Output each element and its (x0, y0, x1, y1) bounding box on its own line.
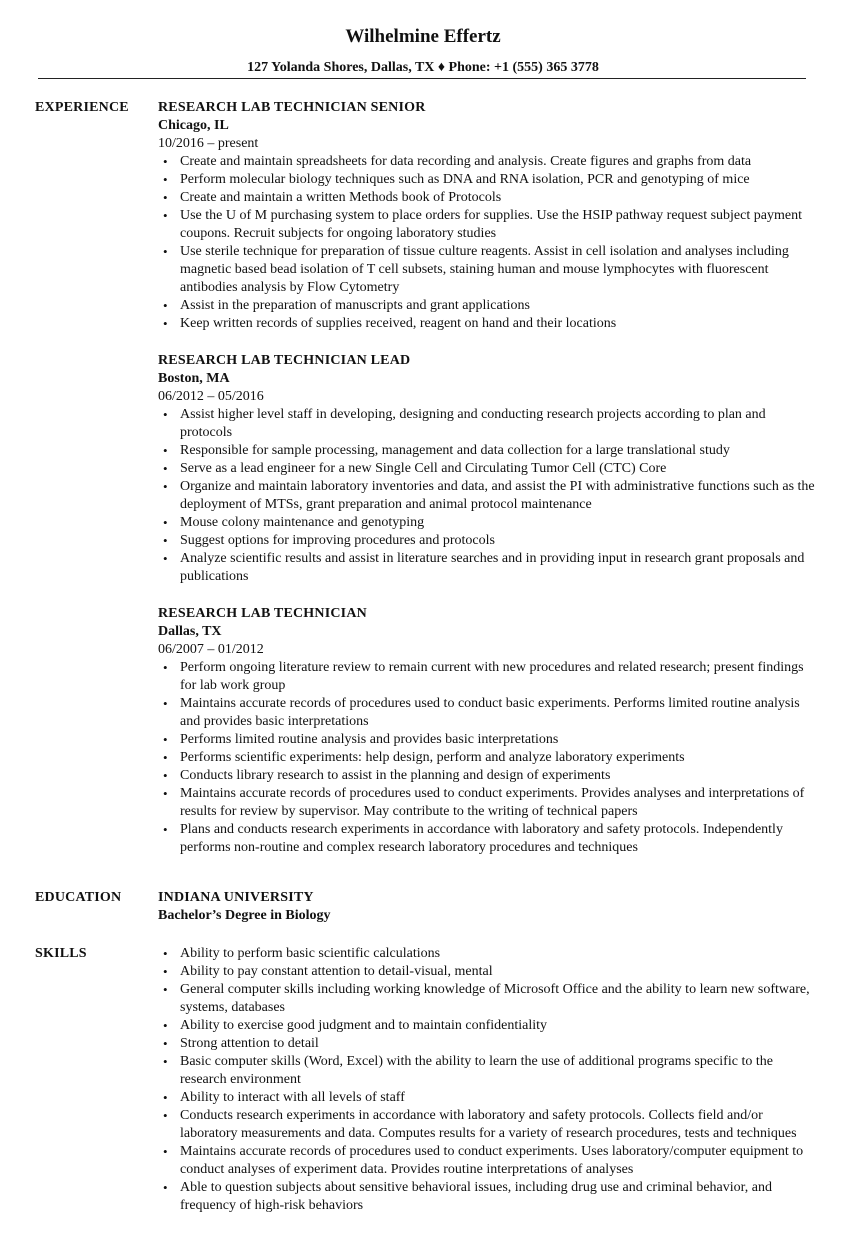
job-dates: 06/2012 – 05/2016 (158, 389, 264, 404)
job-title: RESEARCH LAB TECHNICIAN (158, 606, 367, 621)
job-duties-list (158, 406, 818, 586)
list-item: • Responsible for sample processing, management and data collection for a large translational study (180, 442, 818, 460)
job-entry (158, 99, 818, 333)
school-name: INDIANA UNIVERSITY (158, 890, 314, 905)
job-entry (158, 352, 818, 586)
list-item: • Able to question subjects about sensitive behavioral issues, including drug use and criminal behavior, and frequency of high-risk behaviors (180, 1179, 818, 1215)
list-item: • Conducts library research to assist in the planning and design of experiments (180, 767, 818, 785)
job-duties-list (158, 153, 818, 333)
job-location: Dallas, TX (158, 624, 222, 639)
list-item: • Keep written records of supplies received, reagent on hand and their locations (180, 315, 818, 333)
list-item: • Assist higher level staff in developing, designing and conducting research projects according to plan and protocols (180, 406, 818, 442)
job-title: RESEARCH LAB TECHNICIAN LEAD (158, 353, 411, 368)
contact-line: 127 Yolanda Shores, Dallas, TX ♦ Phone: +1 (555) 365 3778 (247, 60, 599, 75)
list-item: • Mouse colony maintenance and genotyping (180, 514, 818, 532)
list-item: • Use sterile technique for preparation of tissue culture reagents. Assist in cell isolation and analyses including magnetic based bead isolation of T cell subsets, staining human and mouse lymphocytes with fluorescent antibodies analysis by Flow Cytometry (180, 243, 818, 297)
job-entry (158, 605, 818, 857)
list-item: • Maintains accurate records of procedures used to conduct experiments. Provides analyses and interpretations of results for review by supervisor. May contribute to the writing of technical papers (180, 785, 818, 821)
skills-list (158, 945, 818, 1215)
experience-heading: EXPERIENCE (35, 100, 129, 115)
list-item: • Create and maintain spreadsheets for data recording and analysis. Create figures and graphs from data (180, 153, 818, 171)
candidate-name: Wilhelmine Effertz (345, 26, 501, 47)
experience-body (158, 99, 818, 876)
list-item: • Perform ongoing literature review to remain current with new procedures and related research; present findings for lab work group (180, 659, 818, 695)
list-item: • Strong attention to detail (180, 1035, 818, 1053)
list-item: • Maintains accurate records of procedures used to conduct experiments. Uses laboratory/computer equipment to conduct analyses of experiment data. Provides routine interpretations of analyses (180, 1143, 818, 1179)
list-item: • Analyze scientific results and assist in literature searches and in providing input in research grant proposals and publications (180, 550, 818, 586)
header-divider (38, 78, 806, 79)
list-item: • Serve as a lead engineer for a new Single Cell and Circulating Tumor Cell (CTC) Core (180, 460, 818, 478)
list-item: • Use the U of M purchasing system to place orders for supplies. Use the HSIP pathway request subject payment coupons. Recruit subjects for ongoing laboratory studies (180, 207, 818, 243)
list-item: • Ability to exercise good judgment and to maintain confidentiality (180, 1017, 818, 1035)
list-item: • Plans and conducts research experiments in accordance with laboratory and safety protocols. Independently performs non-routine and complex research laboratory procedures and techniques (180, 821, 818, 857)
list-item: • Basic computer skills (Word, Excel) with the ability to learn the use of additional programs specific to the research environment (180, 1053, 818, 1089)
list-item: • Ability to pay constant attention to detail-visual, mental (180, 963, 818, 981)
job-location: Chicago, IL (158, 118, 229, 133)
list-item: • Perform molecular biology techniques such as DNA and RNA isolation, PCR and genotyping of mice (180, 171, 818, 189)
list-item: • Ability to perform basic scientific calculations (180, 945, 818, 963)
job-location: Boston, MA (158, 371, 230, 386)
degree: Bachelor’s Degree in Biology (158, 908, 331, 923)
list-item: • Organize and maintain laboratory inventories and data, and assist the PI with administrative functions such as the deployment of MTSs, grant preparation and animal protocol maintenance (180, 478, 818, 514)
list-item: • Conducts research experiments in accordance with laboratory and safety protocols. Collects field and/or laboratory measurements and data. Computes results for a variety of research procedures, tests and techniques (180, 1107, 818, 1143)
list-item: • Maintains accurate records of procedures used to conduct basic experiments. Performs limited routine analysis and provides basic interpretations (180, 695, 818, 731)
education-heading: EDUCATION (35, 890, 122, 905)
list-item: • Ability to interact with all levels of staff (180, 1089, 818, 1107)
skills-body (158, 945, 818, 1215)
list-item: • General computer skills including working knowledge of Microsoft Office and the ability to learn new software, systems, databases (180, 981, 818, 1017)
job-title: RESEARCH LAB TECHNICIAN SENIOR (158, 100, 426, 115)
list-item: • Performs scientific experiments: help design, perform and analyze laboratory experiments (180, 749, 818, 767)
list-item: • Create and maintain a written Methods book of Protocols (180, 189, 818, 207)
list-item: • Suggest options for improving procedures and protocols (180, 532, 818, 550)
list-item: • Performs limited routine analysis and provides basic interpretations (180, 731, 818, 749)
job-dates: 10/2016 – present (158, 136, 259, 151)
job-duties-list (158, 659, 818, 857)
skills-heading: SKILLS (35, 946, 87, 961)
education-body (158, 889, 818, 925)
job-dates: 06/2007 – 01/2012 (158, 642, 264, 657)
list-item: • Assist in the preparation of manuscripts and grant applications (180, 297, 818, 315)
